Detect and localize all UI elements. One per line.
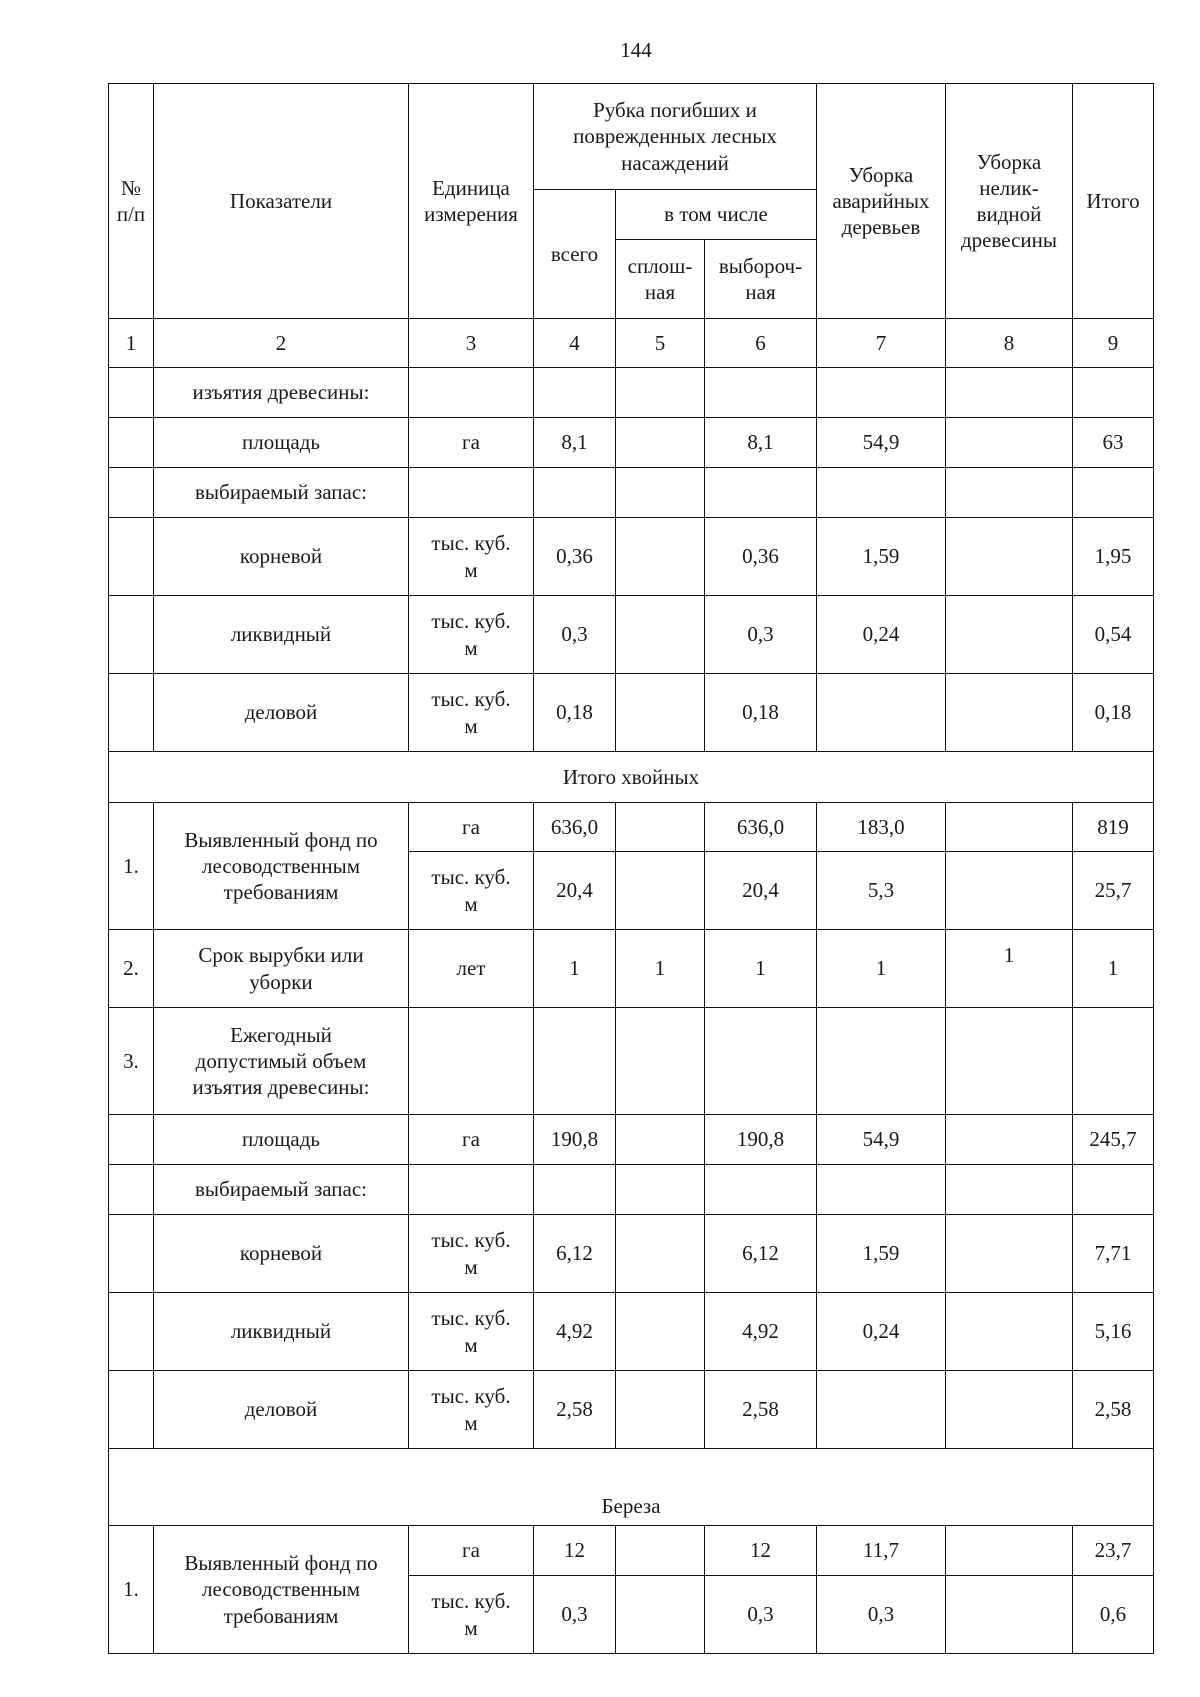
row-unit: [409, 368, 534, 418]
row-num: [109, 518, 154, 596]
table-row: [109, 930, 1154, 1008]
value-cell: 0,18: [1073, 674, 1154, 752]
value-cell: [616, 1576, 705, 1654]
value-cell: 6,12: [705, 1215, 817, 1293]
value-cell: [946, 1215, 1073, 1293]
value-cell: 1,59: [817, 518, 946, 596]
row-num: [109, 1371, 154, 1449]
table-row: [109, 1293, 1154, 1371]
row-unit: лет: [409, 930, 534, 1008]
value-cell: [616, 518, 705, 596]
value-cell: 636,0: [705, 803, 817, 852]
row-indicator: корневой: [154, 1215, 409, 1293]
value-cell: [1073, 368, 1154, 418]
forest-felling-table: [108, 83, 1154, 1654]
value-cell: 0,36: [534, 518, 616, 596]
row-indicator: ликвидный: [154, 596, 409, 674]
value-cell: [1073, 468, 1154, 518]
value-cell: [817, 1165, 946, 1215]
section-conifer-total: Итого хвойных: [109, 752, 1154, 803]
table-row: [109, 368, 1154, 418]
value-cell: [616, 1165, 705, 1215]
empty-cell: [1073, 1008, 1154, 1115]
table-row: [109, 674, 1154, 752]
section-row: [109, 1449, 1154, 1526]
row-indicator: ликвидный: [154, 1293, 409, 1371]
value-cell: [616, 1293, 705, 1371]
value-cell: 0,3: [817, 1576, 946, 1654]
header-total: Итого: [1073, 84, 1154, 319]
column-number: 1: [109, 319, 154, 368]
table-row: [109, 418, 1154, 468]
table-row: [109, 596, 1154, 674]
value-cell: [946, 1526, 1073, 1576]
empty-cell: [534, 1008, 616, 1115]
value-cell: 12: [705, 1526, 817, 1576]
row-num: 1.: [109, 1526, 154, 1654]
value-cell: 1: [817, 930, 946, 1008]
empty-cell: [616, 1008, 705, 1115]
value-cell: [534, 1165, 616, 1215]
value-cell: [616, 803, 705, 852]
value-cell: 2,58: [705, 1371, 817, 1449]
value-cell: 0,24: [817, 596, 946, 674]
row-num: [109, 1293, 154, 1371]
row-unit: тыс. куб. м: [409, 518, 534, 596]
empty-cell: [946, 1008, 1073, 1115]
column-number: 7: [817, 319, 946, 368]
value-cell: [616, 368, 705, 418]
value-cell: 23,7: [1073, 1526, 1154, 1576]
value-cell: 819: [1073, 803, 1154, 852]
value-cell: [817, 674, 946, 752]
value-cell: [946, 1576, 1073, 1654]
value-cell: [705, 368, 817, 418]
header-incl: в том числе: [616, 190, 817, 240]
value-cell: [946, 596, 1073, 674]
row-unit: га: [409, 803, 534, 852]
value-cell: [946, 418, 1073, 468]
value-cell: [534, 368, 616, 418]
value-cell: 20,4: [705, 852, 817, 930]
value-cell: 8,1: [705, 418, 817, 468]
empty-cell: [409, 1008, 534, 1115]
column-number: 3: [409, 319, 534, 368]
row-indicator: площадь: [154, 418, 409, 468]
value-cell: 190,8: [705, 1115, 817, 1165]
row-unit: тыс. куб. м: [409, 1215, 534, 1293]
row-unit: тыс. куб. м: [409, 1371, 534, 1449]
row-num: 1.: [109, 803, 154, 930]
row-unit: тыс. куб. м: [409, 596, 534, 674]
value-cell: 4,92: [705, 1293, 817, 1371]
table-row: [109, 1165, 1154, 1215]
value-cell: 0,3: [705, 1576, 817, 1654]
row-unit: [409, 1165, 534, 1215]
table-row: [109, 803, 1154, 852]
value-cell: 636,0: [534, 803, 616, 852]
row-num: [109, 1165, 154, 1215]
value-cell: 8,1: [534, 418, 616, 468]
value-cell: 1: [946, 930, 1073, 1008]
column-numbers-row: [109, 319, 1154, 368]
value-cell: 54,9: [817, 418, 946, 468]
column-number: 2: [154, 319, 409, 368]
row-indicator: выбираемый запас:: [154, 468, 409, 518]
value-cell: [817, 368, 946, 418]
value-cell: [1073, 1165, 1154, 1215]
row-num: [109, 368, 154, 418]
row-num: [109, 674, 154, 752]
row-unit: тыс. куб. м: [409, 1293, 534, 1371]
value-cell: 190,8: [534, 1115, 616, 1165]
value-cell: 25,7: [1073, 852, 1154, 930]
header-unit: Единица измерения: [409, 84, 534, 319]
row-unit: [409, 468, 534, 518]
row-unit: га: [409, 1526, 534, 1576]
page-number: 144: [620, 38, 652, 62]
value-cell: [817, 468, 946, 518]
row-indicator: деловой: [154, 674, 409, 752]
value-cell: 54,9: [817, 1115, 946, 1165]
value-cell: 0,36: [705, 518, 817, 596]
value-cell: 1: [616, 930, 705, 1008]
row-num: [109, 468, 154, 518]
value-cell: [705, 468, 817, 518]
header-selective: выбороч- ная: [705, 240, 817, 319]
value-cell: [946, 852, 1073, 930]
section-row: [109, 752, 1154, 803]
row-unit: га: [409, 418, 534, 468]
row-indicator: Выявленный фонд по лесоводственным требованиям: [154, 803, 409, 930]
value-cell: 0,18: [534, 674, 616, 752]
value-cell: [946, 1371, 1073, 1449]
value-cell: [616, 1115, 705, 1165]
value-cell: [946, 468, 1073, 518]
row-indicator: деловой: [154, 1371, 409, 1449]
header-felling: Рубка погибших и поврежденных лесных насаждений: [534, 84, 817, 190]
value-cell: [616, 674, 705, 752]
value-cell: [946, 1165, 1073, 1215]
value-cell: [616, 1526, 705, 1576]
empty-cell: [705, 1008, 817, 1115]
row-num: 2.: [109, 930, 154, 1008]
value-cell: 0,18: [705, 674, 817, 752]
value-cell: 1,59: [817, 1215, 946, 1293]
row-unit: тыс. куб. м: [409, 1576, 534, 1654]
value-cell: 5,16: [1073, 1293, 1154, 1371]
value-cell: 0,24: [817, 1293, 946, 1371]
value-cell: [534, 468, 616, 518]
value-cell: 183,0: [817, 803, 946, 852]
value-cell: [616, 418, 705, 468]
row-indicator: выбираемый запас:: [154, 1165, 409, 1215]
header-num: № п/п: [109, 84, 154, 319]
row-num: [109, 1115, 154, 1165]
value-cell: [946, 803, 1073, 852]
row-indicator: изъятия древесины:: [154, 368, 409, 418]
column-number: 9: [1073, 319, 1154, 368]
value-cell: 1,95: [1073, 518, 1154, 596]
row-indicator: Ежегодный допустимый объем изъятия древесины:: [154, 1008, 409, 1115]
section-birch: Береза: [109, 1449, 1154, 1526]
table-row: [109, 1371, 1154, 1449]
value-cell: [616, 852, 705, 930]
row-indicator: Срок вырубки или уборки: [154, 930, 409, 1008]
value-cell: 0,3: [534, 596, 616, 674]
row-num: [109, 596, 154, 674]
value-cell: 63: [1073, 418, 1154, 468]
column-number: 5: [616, 319, 705, 368]
value-cell: 2,58: [1073, 1371, 1154, 1449]
row-unit: тыс. куб. м: [409, 852, 534, 930]
row-unit: тыс. куб. м: [409, 674, 534, 752]
table-row: [109, 1526, 1154, 1576]
value-cell: [946, 518, 1073, 596]
value-cell: [817, 1371, 946, 1449]
row-num: [109, 418, 154, 468]
value-cell: [616, 596, 705, 674]
header-indicator: Показатели: [154, 84, 409, 319]
row-unit: га: [409, 1115, 534, 1165]
value-cell: [616, 1371, 705, 1449]
column-number: 4: [534, 319, 616, 368]
value-cell: [616, 468, 705, 518]
value-cell: [946, 1115, 1073, 1165]
row-indicator: площадь: [154, 1115, 409, 1165]
value-cell: 0,3: [534, 1576, 616, 1654]
value-cell: 20,4: [534, 852, 616, 930]
value-cell: 1: [1073, 930, 1154, 1008]
header-clear: сплош- ная: [616, 240, 705, 319]
value-cell: 1: [705, 930, 817, 1008]
value-cell: 0,54: [1073, 596, 1154, 674]
value-cell: 2,58: [534, 1371, 616, 1449]
header-total-all: всего: [534, 190, 616, 319]
table-row: [109, 1115, 1154, 1165]
value-cell: 4,92: [534, 1293, 616, 1371]
value-cell: 0,6: [1073, 1576, 1154, 1654]
header-hazard: Уборка аварийных деревьев: [817, 84, 946, 319]
table-row: [109, 1215, 1154, 1293]
value-cell: 245,7: [1073, 1115, 1154, 1165]
table-row: [109, 518, 1154, 596]
row-num: 3.: [109, 1008, 154, 1115]
value-cell: [946, 674, 1073, 752]
empty-cell: [817, 1008, 946, 1115]
column-number: 6: [705, 319, 817, 368]
row-num: [109, 1215, 154, 1293]
value-cell: 7,71: [1073, 1215, 1154, 1293]
value-cell: [946, 368, 1073, 418]
header-row: [109, 84, 1154, 190]
value-cell: 1: [534, 930, 616, 1008]
row-indicator: Выявленный фонд по лесоводственным требованиям: [154, 1526, 409, 1654]
table-row: [109, 468, 1154, 518]
table-row: [109, 1008, 1154, 1115]
row-indicator: корневой: [154, 518, 409, 596]
value-cell: 6,12: [534, 1215, 616, 1293]
header-nonliquid: Уборка нелик- видной древесины: [946, 84, 1073, 319]
value-cell: 11,7: [817, 1526, 946, 1576]
value-cell: [616, 1215, 705, 1293]
value-cell: [705, 1165, 817, 1215]
column-number: 8: [946, 319, 1073, 368]
value-cell: [946, 1293, 1073, 1371]
value-cell: 5,3: [817, 852, 946, 930]
value-cell: 12: [534, 1526, 616, 1576]
value-cell: 0,3: [705, 596, 817, 674]
